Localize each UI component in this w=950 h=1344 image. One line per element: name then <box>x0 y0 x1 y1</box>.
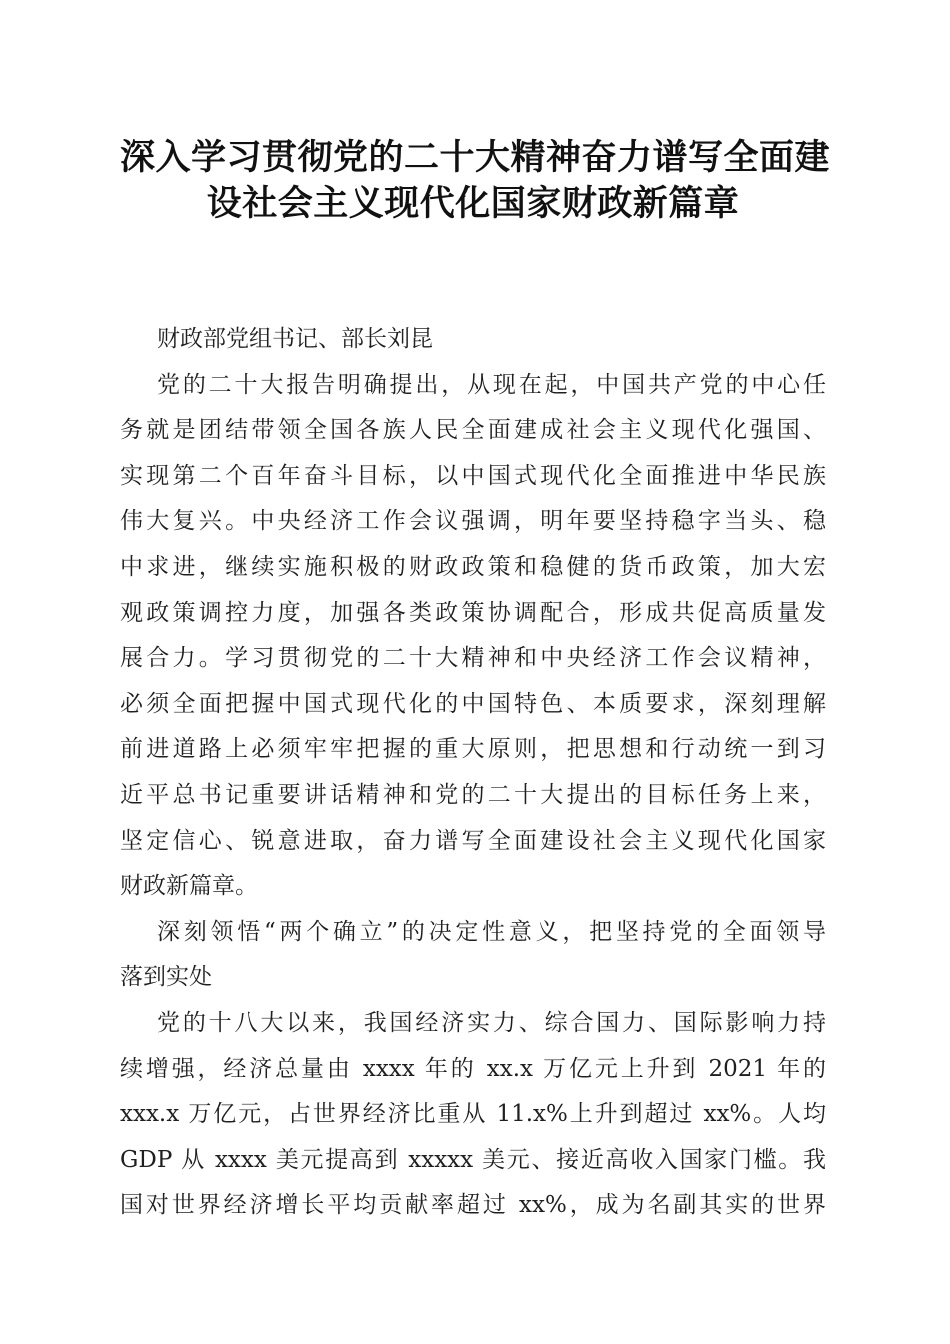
paragraph-1-line: 观政策调控力度，加强各类政策协调配合，形成共促高质量发 <box>120 599 826 626</box>
title-line-1: 深入学习贯彻党的二十大精神奋力谱写全面建 <box>120 137 831 178</box>
paragraph-2-line: 国对世界经济增长平均贡献率超过 xx%，成为名副其实的世界 <box>120 1192 826 1219</box>
paragraph-2-line: 续增强，经济总量由 xxxx 年的 xx.x 万亿元上升到 2021 年的 <box>120 1055 826 1082</box>
paragraph-2-line: xxx.x 万亿元，占世界经济比重从 11.x%上升到超过 xx%。人均 <box>120 1101 826 1128</box>
paragraph-1-line: 坚定信心、锐意进取，奋力谱写全面建设社会主义现代化国家 <box>120 827 826 854</box>
paragraph-1-line: 伟大复兴。中央经济工作会议强调，明年要坚持稳字当头、稳 <box>120 508 826 535</box>
paragraph-2-line: 党的十八大以来，我国经济实力、综合国力、国际影响力持 <box>157 1009 826 1036</box>
paragraph-1-line: 财政新篇章。 <box>120 873 258 900</box>
paragraph-1-line: 务就是团结带领全国各族人民全面建成社会主义现代化强国、 <box>120 417 826 444</box>
paragraph-1-line: 中求进，继续实施积极的财政政策和稳健的货币政策，加大宏 <box>120 553 826 580</box>
section-heading-line: 落到实处 <box>120 964 212 991</box>
section-heading-line: 深刻领悟“两个确立”的决定性意义，把坚持党的全面领导 <box>157 918 826 945</box>
paragraph-1-line: 必须全面把握中国式现代化的中国特色、本质要求，深刻理解 <box>120 690 826 717</box>
document-title <box>120 135 831 227</box>
document-body <box>120 317 826 1229</box>
title-line-2: 设社会主义现代化国家财政新篇章 <box>206 183 740 224</box>
paragraph-2-line: GDP 从 xxxx 美元提高到 xxxxx 美元、接近高收入国家门槛。我 <box>120 1146 826 1173</box>
author-line: 财政部党组书记、部长刘昆 <box>157 326 433 352</box>
paragraph-1-line: 前进道路上必须牢牢把握的重大原则，把思想和行动统一到习 <box>120 736 826 763</box>
document-page <box>120 135 831 1229</box>
paragraph-1-line: 党的二十大报告明确提出，从现在起，中国共产党的中心任 <box>157 371 826 398</box>
paragraph-1-line: 实现第二个百年奋斗目标，以中国式现代化全面推进中华民族 <box>120 462 826 489</box>
paragraph-1-line: 近平总书记重要讲话精神和党的二十大提出的目标任务上来， <box>120 781 826 808</box>
paragraph-1-line: 展合力。学习贯彻党的二十大精神和中央经济工作会议精神， <box>120 645 826 672</box>
